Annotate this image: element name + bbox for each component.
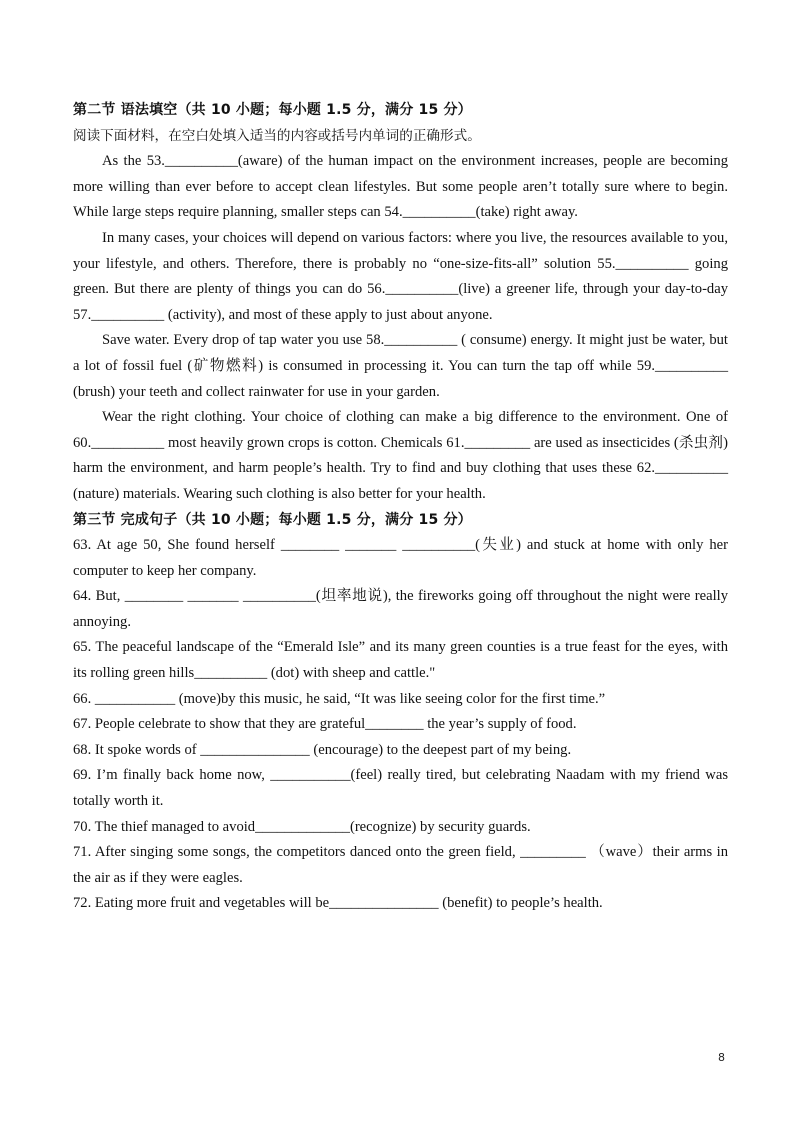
sentence-item-63: 63. At age 50, She found herself ________ _______ __________(失业) and stuck at home with only her computer to keep her company. [73, 537, 728, 579]
passage-paragraph: As the 53.__________(aware) of the human impact on the environment increases, people are becoming more willing than ever before to accept clean lifestyles. But some people aren’t totally sure where to begin. While large steps require planning, smaller steps can 54.__________(take) right away. [73, 153, 728, 221]
sentence-item-68: 68. It spoke words of _______________ (encourage) to the deepest part of my being. [73, 741, 572, 758]
sentence-item-66: 66. ___________ (move)by this music, he said, “It was like seeing color for the first time.” [73, 690, 606, 707]
passage-paragraph: Wear the right clothing. Your choice of clothing can make a big difference to the environment. One of 60.__________ most heavily grown crops is cotton. Chemicals 61._________ are used as insecticides (杀虫剂) harm the environment, and harm people’s health. Try to find and buy clothing that uses these 62.__________ (nature) materials. Wearing such clothing is also better for your health. [73, 409, 728, 502]
passage-paragraph: Save water. Every drop of tap water you use 58.__________ ( consume) energy. It might just be water, but a lot of fossil fuel (矿物燃料) is consumed in processing it. You can turn the tap off while 59.__________ (brush) your teeth and collect rainwater for use in your garden. [73, 332, 728, 400]
sentence-item-72: 72. Eating more fruit and vegetables will be_______________ (benefit) to people’s health. [73, 895, 603, 912]
sentence-item-70: 70. The thief managed to avoid_____________(recognize) by security guards. [73, 818, 531, 835]
sentence-item-65: 65. The peaceful landscape of the “Emerald Isle” and its many green counties is a true feast for the eyes, with its rolling green hills__________ (dot) with sheep and cattle." [73, 639, 728, 682]
passage-paragraph: In many cases, your choices will depend on various factors: where you live, the resources available to you, your lifestyle, and others. Therefore, there is probably no “one-size-fits-all” solution 55.__________ going green. But there are plenty of things you can do 56.__________(live) a greener life, through your day-to-day 57.__________ (activity), and most of these apply to just about anyone. [73, 229, 728, 323]
section2-heading: 第二节 语法填空（共 10 小题；每小题 1.5 分，满分 15 分） [73, 102, 472, 118]
sentence-item-67: 67. People celebrate to show that they are grateful________ the year’s supply of food. [73, 716, 577, 733]
section3-heading: 第三节 完成句子（共 10 小题；每小题 1.5 分，满分 15 分） [73, 511, 472, 528]
page-number: 8 [718, 1051, 725, 1064]
sentence-item-71: 71. After singing some songs, the competitors danced onto the green field, _________ （wave）their arms in the air as if they were eagles. [73, 844, 728, 886]
section2-instruction: 阅读下面材料，在空白处填入适当的内容或括号内单词的正确形式。 [73, 127, 481, 144]
page-content [73, 98, 728, 917]
sentence-item-69: 69. I’m finally back home now, ___________(feel) really tired, but celebrating Naadam with my friend was totally worth it. [73, 767, 728, 810]
sentence-item-64: 64. But, ________ _______ __________(坦率地说), the fireworks going off throughout the night were really annoying. [73, 588, 728, 630]
